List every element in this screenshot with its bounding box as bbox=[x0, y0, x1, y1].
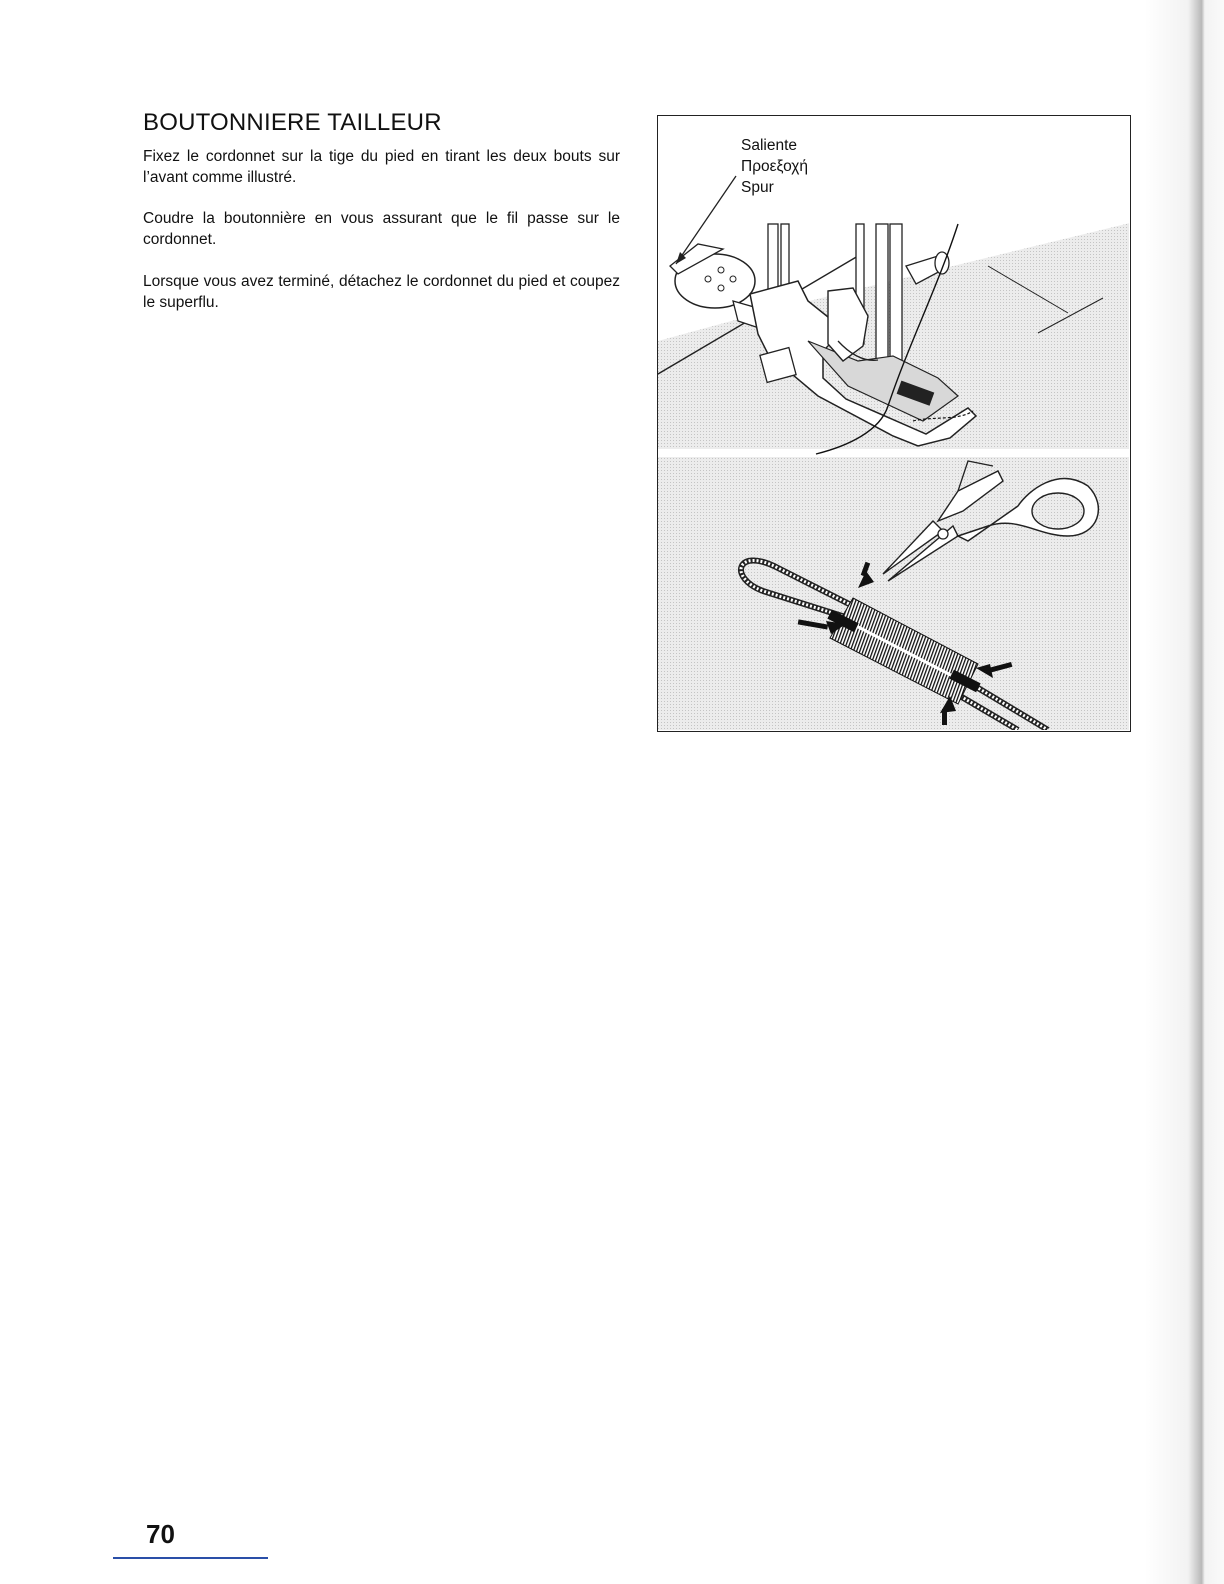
page-number-rule bbox=[113, 1557, 268, 1559]
callout-label-spanish: Saliente bbox=[741, 137, 798, 154]
section-title: BOUTONNIERE TAILLEUR bbox=[143, 109, 442, 136]
callout-label bbox=[741, 135, 808, 198]
callout-label-english: Spur bbox=[741, 179, 774, 196]
instruction-paragraph-3: Lorsque vous avez terminé, détachez le cordonnet du pied et coupez le superflu. bbox=[143, 273, 620, 311]
instruction-paragraph-2: Coudre la boutonnière en vous assurant que le fil passe sur le cordonnet. bbox=[143, 210, 620, 248]
page-number: 70 bbox=[146, 1519, 175, 1549]
page-edge-shadow bbox=[1144, 0, 1224, 1584]
callout-label-greek: Προεξοχή bbox=[741, 158, 809, 175]
instruction-paragraph-1: Fixez le cordonnet sur la tige du pied en tirant les deux bouts sur l’avant comme illustré. bbox=[143, 148, 620, 186]
buttonhole-illustration bbox=[658, 116, 1129, 730]
illustration-frame bbox=[657, 115, 1131, 732]
